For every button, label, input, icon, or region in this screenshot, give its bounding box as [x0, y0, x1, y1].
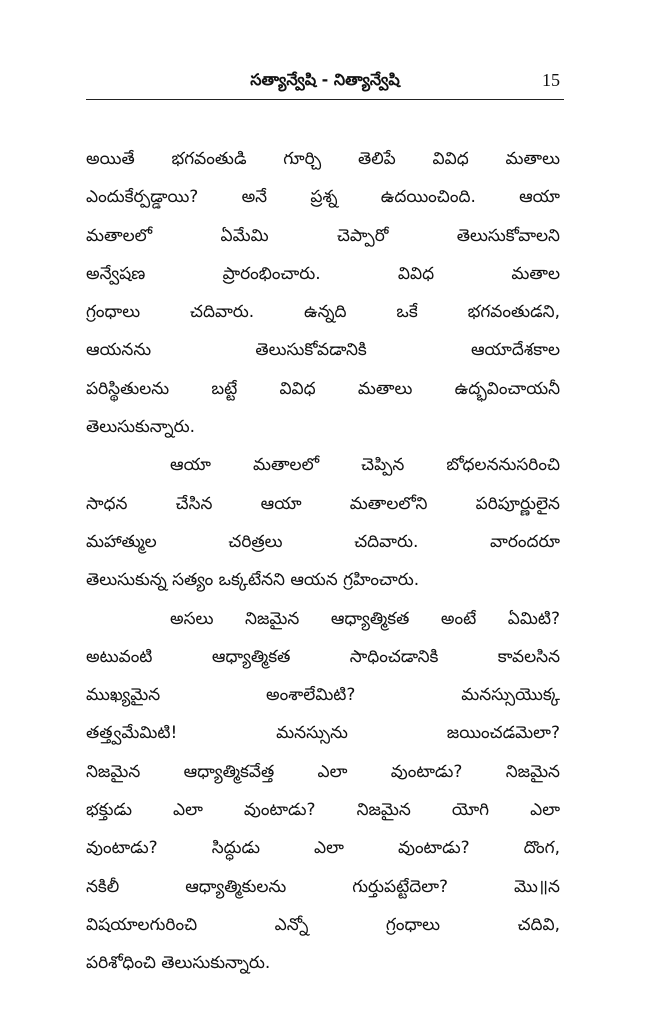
body-text	[86, 140, 560, 983]
paragraph-2	[86, 446, 560, 599]
text-line: మతాలలో ఏమేమి చెప్పారో తెలుసుకోవాలని	[86, 225, 560, 246]
text-line: గ్రంధాలు చదివారు. ఉన్నది ఒకే భగవంతుడని,	[86, 302, 560, 323]
paragraph-3	[86, 600, 560, 983]
text-line: తెలుసుకున్న సత్యం ఒక్కటేనని ఆయన గ్రహించారు.	[86, 570, 420, 591]
page-number: 15	[542, 70, 560, 90]
text-line: తెలుసుకున్నారు.	[86, 417, 195, 438]
text-line: భక్తుడు ఎలా వుంటాడు? నిజమైన యోగి ఎలా	[86, 800, 560, 821]
paragraph-1	[86, 140, 560, 446]
text-line: విషయాలగురించి ఎన్నో గ్రంధాలు చదివి,	[86, 914, 560, 935]
text-line: ఎందుకేర్పడ్డాయి? అనే ప్రశ్న ఉదయించింది. ఆయా	[86, 187, 560, 208]
text-line: వుంటాడు? సిద్ధుడు ఎలా వుంటాడు? దొంగ,	[86, 838, 560, 859]
header-rule	[86, 99, 564, 100]
page-header	[86, 66, 564, 100]
text-line: అన్వేషణ ప్రారంభించారు. వివిధ మతాల	[86, 263, 560, 284]
text-line: అటువంటి ఆధ్యాత్మికత సాధించడానికి కావలసిన	[86, 646, 560, 667]
text-line: అసలు నిజమైన ఆధ్యాత్మికత అంటే ఏమిటి?	[170, 608, 560, 629]
text-line: మహాత్ముల చరిత్రలు చదివారు. వారందరూ	[86, 531, 560, 552]
text-line: నిజమైన ఆధ్యాత్మికవేత్త ఎలా వుంటాడు? నిజమైన	[86, 761, 560, 782]
text-line: అయితే భగవంతుడి గూర్చి తెలిపే వివిధ మతాలు	[86, 149, 560, 169]
running-title: సత్యాన్వేషి - నిత్యాన్వేషి	[250, 70, 400, 89]
text-line: తత్త్వమేమిటి! మనస్సును జయించడమెలా?	[86, 723, 560, 744]
text-line: ముఖ్యమైన అంశాలేమిటి? మనస్సుయొక్క	[86, 685, 560, 706]
text-line: పరిశోధించి తెలుసుకున్నారు.	[86, 953, 271, 974]
text-line: పరిస్థితులను బట్టే వివిధ మతాలు ఉద్భవించాయనీ	[86, 378, 560, 399]
text-line: ఆయనను తెలుసుకోవడానికి ఆయాదేశకాల	[86, 340, 560, 361]
text-line: ఆయా మతాలలో చెప్పిన బోధలననుసరించి	[170, 455, 560, 476]
text-line: సాధన చేసిన ఆయా మతాలలోని పరిపూర్ణులైన	[86, 493, 560, 514]
text-line: నకిలీ ఆధ్యాత్మికులను గుర్తుపట్టేదెలా? మొ॥న	[86, 876, 560, 897]
